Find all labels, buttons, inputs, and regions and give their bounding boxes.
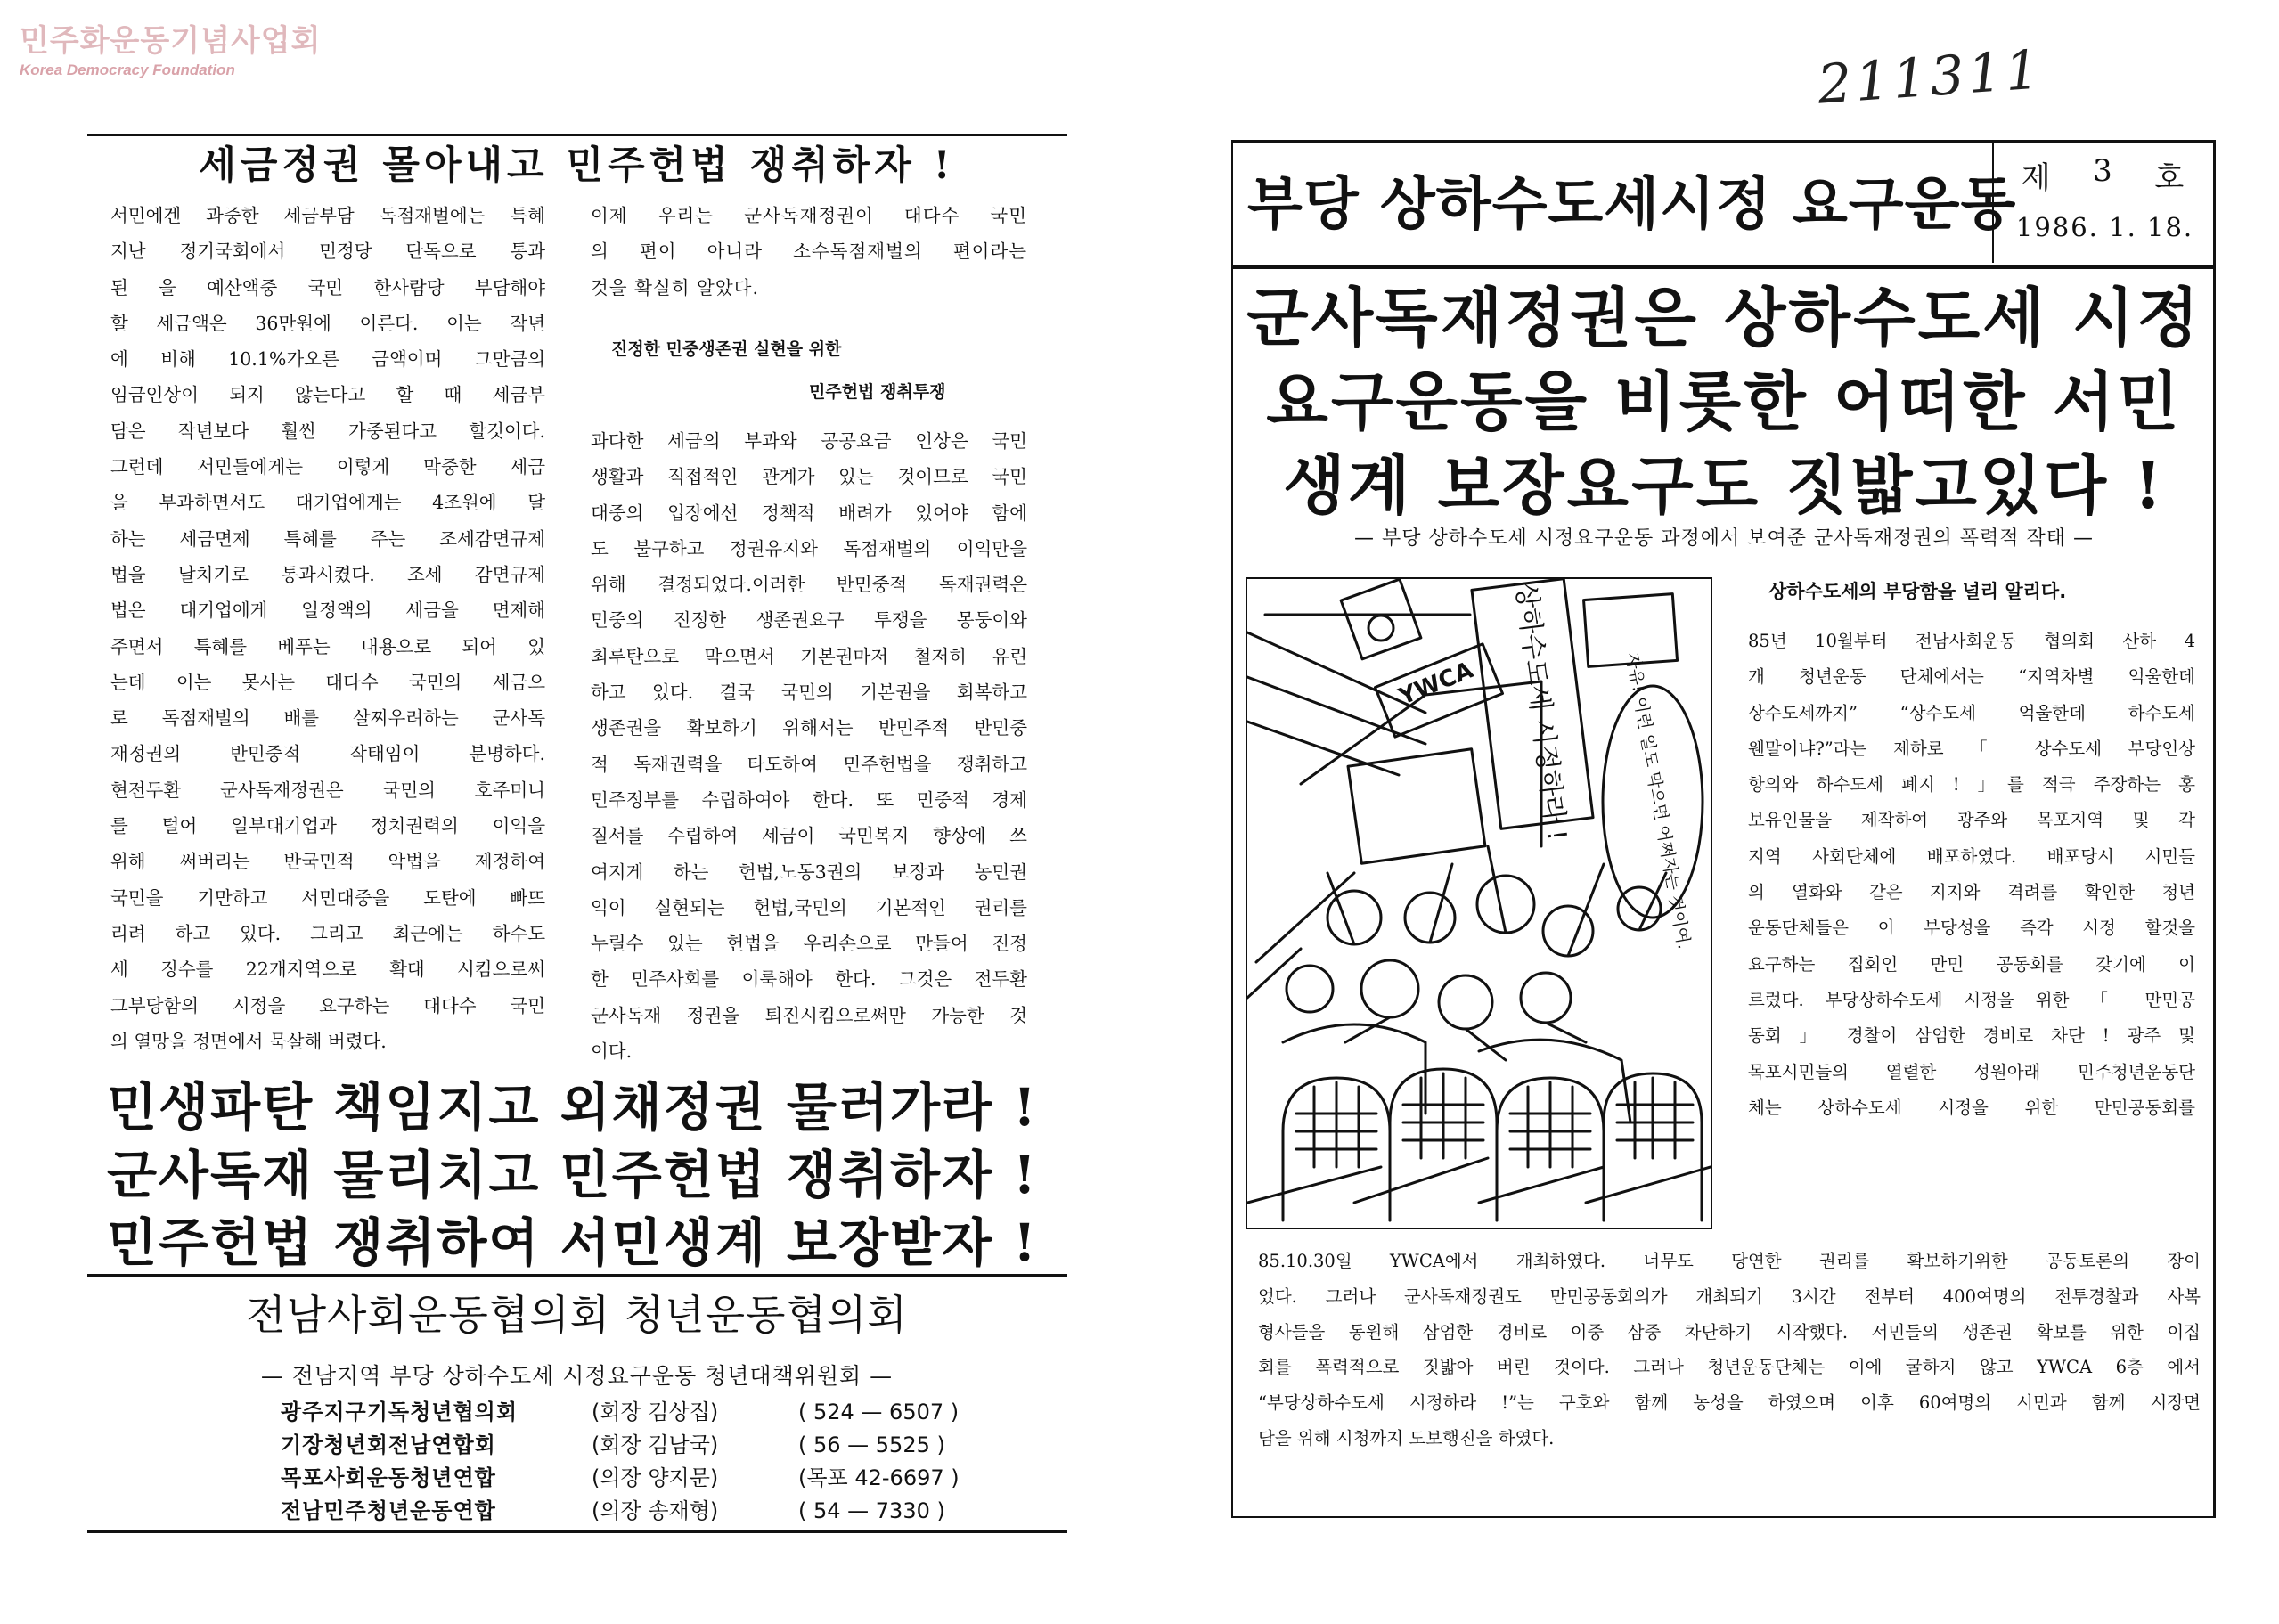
text-line: 었다. 그러나 군사독재정권도 만민공동회의가 개최되기 3시간 전부터 400여명의 전투경찰과 사복	[1258, 1285, 2201, 1307]
organization-row	[281, 1462, 960, 1495]
text-line: 재정권의 반민중적 작태임이 분명하다.	[110, 743, 545, 765]
text-line: 르렀다. 부당상하수도세 시정을 위한 「 만민공	[1748, 989, 2195, 1010]
text-line: 질서를 수립하여 세금이 국민복지 향상에 쓰	[591, 825, 1027, 847]
text-line: 웬말이냐?”라는 제하로 「 상수도세 부당인상	[1748, 738, 2195, 759]
left-page-title: 세금정권 몰아내고 민주헌법 쟁취하자 !	[199, 143, 955, 188]
left-subheading-line2: 민주헌법 쟁취투쟁	[809, 382, 946, 402]
text-line: 대중의 입장에선 정책적 배려가 있어야 함에	[591, 502, 1027, 524]
left-subheading-line1: 진정한 민중생존권 실현을 위한	[611, 339, 842, 359]
text-line: 법을 날치기로 통과시켰다. 조세 감면규제	[110, 563, 545, 585]
headline-line-3: 생계 보장요구도 짓밟고있다 !	[1283, 447, 2165, 523]
protest-cartoon-drawing	[1247, 579, 1711, 1228]
org-leader: (회장 김남국)	[592, 1432, 719, 1457]
text-line: 을 부과하면서도 대기업에게는 4조원에 달	[110, 492, 545, 514]
headline-line-2: 요구운동을 비롯한 어떠한 서민	[1266, 363, 2182, 439]
text-line: 법은 대기업에게 일정액의 세금을 면제해	[110, 600, 545, 622]
text-line: 것을 확실히 알았다.	[591, 276, 759, 298]
text-line: 최루탄으로 막으면서 기본권마저 철저히 유린	[591, 645, 1027, 667]
text-line: 항의와 하수도세 폐지 ! 」를 적극 주장하는 홍	[1748, 774, 2195, 796]
issue-number-value: 3	[2093, 153, 2112, 189]
organization-row	[281, 1429, 960, 1462]
text-line: 의 열화와 같은 지지와 격려를 확인한 청년	[1748, 882, 2195, 903]
text-line: 담을 위해 시청까지 도보행진을 하였다.	[1258, 1427, 1555, 1449]
org-leader: (의장 양지문)	[592, 1465, 719, 1490]
headline	[1238, 276, 2210, 527]
left-mid-rule	[87, 1274, 1067, 1277]
right-column	[1748, 624, 2195, 1126]
text-line: 익이 실현되는 헌법,국민의 기본적인 권리를	[591, 896, 1027, 918]
watermark-korean: 민주화운동기념사업회	[20, 23, 322, 59]
text-line: 할 세금액은 36만원에 이른다. 이는 작년	[110, 312, 545, 334]
cartoon-speech: 자유! 이런 일도 막으면 어쩌자는 것이여.	[1621, 650, 1695, 951]
text-line: “부당상하수도세 시정하라 !”는 구호와 함께 농성을 하였으며 이후 60여명의 시민과 함께 시장면	[1258, 1392, 2201, 1414]
org-name: 기장청년회전남연합회	[281, 1432, 496, 1457]
text-line: 담은 작년보다 훨씬 가중된다고 할것이다.	[110, 420, 545, 442]
org-name: 광주지구기독청년협의회	[281, 1400, 519, 1424]
text-line: 로 독점재벌의 배를 살찌우려하는 군사독	[110, 707, 545, 730]
org-leader: (회장 김상집)	[592, 1400, 719, 1424]
left-column-1	[110, 198, 545, 1059]
slogan-1: 민생파탄 책임지고 외채정권 물러가라 !	[107, 1077, 1038, 1138]
text-line: 위해 결정되었다.이러한 반민중적 독재권력은	[591, 574, 1027, 596]
text-line: 주면서 특혜를 베푸는 내용으로 되어 있	[110, 635, 545, 657]
text-line: 의 열망을 정면에서 묵살해 버렸다.	[110, 1030, 387, 1052]
text-line: 이다.	[591, 1041, 633, 1063]
text-line: 지역 사회단체에 배포하였다. 배포당시 시민들	[1748, 845, 2195, 867]
cartoon-ywca-sign: YWCA	[1395, 657, 1477, 711]
archive-number: 211311	[1815, 38, 2046, 117]
text-line: 그런데 서민들에게는 이렇게 막중한 세금	[110, 456, 545, 478]
text-line: 개 청년운동 단체에서는 “지역차별 억울한데	[1748, 666, 2195, 688]
text-line: 여지게 하는 헌법,노동3권의 보장과 농민권	[591, 861, 1027, 883]
text-line: 생활과 직접적인 관계가 있는 것이므로 국민	[591, 466, 1027, 488]
text-line: 하는 세금면제 특혜를 주는 조세감면규제	[110, 527, 545, 550]
text-line: 에 비해 10.1%가오른 금액이며 그만큼의	[110, 348, 545, 371]
watermark	[20, 16, 321, 79]
right-full-width-text	[1258, 1244, 2201, 1457]
text-line: 된 을 예산액중 국민 한사람당 부담해야	[110, 276, 545, 298]
left-column-2-body	[591, 423, 1027, 1069]
org-phone: ( 54 — 7330 )	[798, 1498, 945, 1523]
text-line: 운동단체들은 이 부당성을 즉각 시정 할것을	[1748, 918, 2195, 939]
protest-cartoon	[1246, 577, 1712, 1229]
issue-label-ho: 호	[2154, 160, 2185, 196]
text-line: 이제 우리는 군사독재정권이 대다수 국민	[591, 205, 1027, 226]
text-line: 적 독재권력을 타도하여 민주헌법을 쟁취하고	[591, 753, 1027, 775]
text-line: 지난 정기국회에서 민정당 단독으로 통과	[110, 241, 545, 263]
org-leader: (의장 송재형)	[592, 1498, 719, 1523]
org-phone: ( 56 — 5525 )	[798, 1432, 945, 1457]
text-line: 는데 이는 못사는 대다수 국민의 세금으	[110, 671, 545, 693]
org-name: 목포사회운동청년연합	[281, 1465, 496, 1490]
text-line: 과다한 세금의 부과와 공공요금 인상은 국민	[591, 430, 1027, 452]
text-line: 도 불구하고 정권유지와 독점재벌의 이익만을	[591, 537, 1027, 559]
masthead-title: 부당 상하수도세시정 요구운동	[1247, 172, 2017, 238]
org-name: 전남민주청년운동연합	[281, 1498, 496, 1523]
issue-number	[2000, 153, 2205, 197]
text-line: 목포시민들의 열렬한 성원아래 민주청년운동단	[1748, 1061, 2195, 1082]
text-line: 민주정부를 수립하여야 한다. 또 민중적 경제	[591, 788, 1027, 811]
text-line: 85년 10월부터 전남사회운동 협의회 산하 4	[1748, 631, 2195, 651]
org-phone: ( 524 — 6507 )	[798, 1400, 960, 1424]
text-line: 위해 써버리는 반국민적 악법을 제정하여	[110, 851, 545, 873]
issue-date: 1986. 1. 18.	[2015, 212, 2194, 242]
text-line: 85.10.30일 YWCA에서 개최하였다. 너무도 당연한 권리를 확보하기위한 공동토론의 장이	[1258, 1251, 2201, 1271]
organization-row	[281, 1396, 960, 1429]
text-line: 그부당함의 시정을 요구하는 대다수 국민	[110, 994, 545, 1016]
text-line: 생존권을 확보하기 위해서는 반민주적 반민중	[591, 717, 1027, 739]
slogans	[107, 1073, 1069, 1277]
text-line: 의 편이 아니라 소수독점재벌의 편이라는	[591, 241, 1027, 263]
text-line: 요구하는 집회인 만민 공동회를 갖기에 이	[1748, 953, 2195, 975]
cartoon-banner: 상하수도세 시정하라 !	[1509, 580, 1572, 843]
text-line: 국민을 기만하고 서민대중을 도탄에 빠뜨	[110, 886, 545, 909]
text-line: 동회 」 경찰이 삼엄한 경비로 차단 ! 광주 및	[1748, 1025, 2195, 1047]
watermark-english: Korea Democracy Foundation	[20, 61, 235, 78]
text-line: 군사독재 정권을 퇴진시킴으로써만 가능한 것	[591, 1004, 1027, 1026]
text-line: 세 징수를 22개지역으로 확대 시킴으로써	[110, 959, 545, 981]
deck-subtitle: — 부당 상하수도세 시정요구운동 과정에서 보여준 군사독재정권의 폭력적 작태 —	[1353, 527, 2094, 550]
text-line: 보유인물을 제작하여 광주와 목포지역 및 각	[1748, 810, 2195, 831]
organization-list	[281, 1396, 960, 1528]
section-heading: 상하수도세의 부당함을 널리 알리다.	[1768, 581, 2067, 602]
text-line: 민중의 진정한 생존권요구 투쟁을 몽둥이와	[591, 609, 1027, 632]
text-line: 하고 있다. 결국 국민의 기본권을 회복하고	[591, 681, 1027, 704]
slogan-3: 민주헌법 쟁취하여 서민생계 보장받자 !	[107, 1212, 1038, 1273]
headline-line-1: 군사독재정권은 상하수도세 시정	[1246, 280, 2201, 355]
text-line: 서민에겐 과중한 세금부담 독점재벌에는 특혜	[110, 205, 545, 226]
issue-label-je: 제	[2021, 160, 2051, 196]
left-bottom-rule	[87, 1530, 1067, 1533]
text-line: 상수도세까지” “상수도세 억울한데 하수도세	[1748, 702, 2195, 723]
text-line: 임금인상이 되지 않는다고 할 때 세금부	[110, 384, 545, 406]
organization-subtitle: — 전남지역 부당 상하수도세 시정요구운동 청년대책위원회 —	[260, 1363, 894, 1389]
text-line: 를 털어 일부대기업과 정치권력의 이익을	[110, 815, 545, 837]
text-line: 회를 폭력적으로 짓밟아 버린 것이다. 그러나 청년운동단체는 이에 굴하지 않고 YWCA 6층 에서	[1258, 1357, 2201, 1378]
organization-title: 전남사회운동협의회 청년운동협의회	[246, 1291, 908, 1339]
text-line: 형사들을 동원해 삼엄한 경비로 이중 삼중 차단하기 시작했다. 서민들의 생존권 확보를 위한 이집	[1258, 1321, 2201, 1342]
slogan-2: 군사독재 물리치고 민주헌법 쟁취하자 !	[107, 1145, 1038, 1205]
org-phone: (목포 42-6697 )	[798, 1465, 960, 1490]
text-line: 체는 상하수도세 시정을 위한 만민공동회를	[1748, 1097, 2195, 1118]
text-line: 현전두환 군사독재정권은 국민의 호주머니	[110, 779, 545, 801]
organization-row	[281, 1495, 960, 1528]
text-line: 리려 하고 있다. 그리고 최근에는 하수도	[110, 922, 545, 944]
text-line: 한 민주사회를 이룩해야 한다. 그것은 전두환	[591, 968, 1027, 991]
text-line: 누릴수 있는 헌법을 우리손으로 만들어 진정	[591, 933, 1027, 955]
left-column-2-intro	[591, 198, 1027, 306]
